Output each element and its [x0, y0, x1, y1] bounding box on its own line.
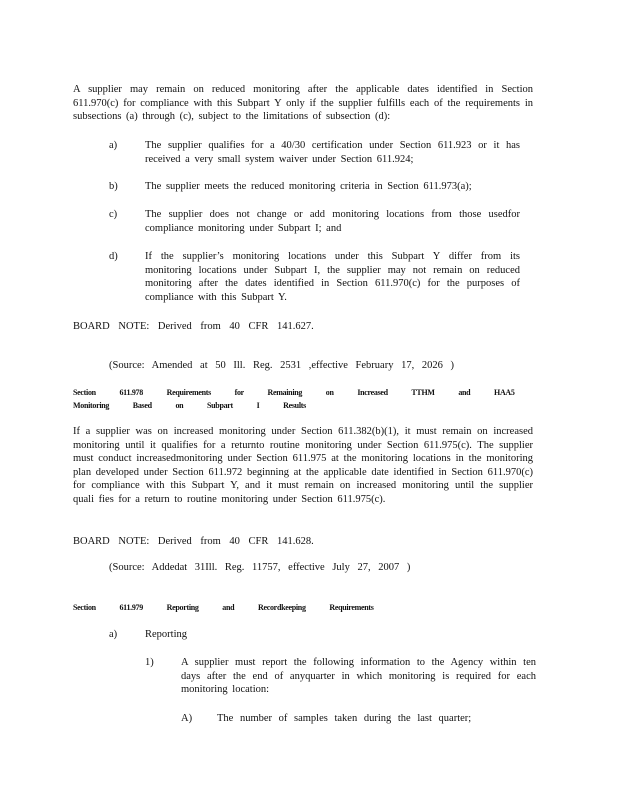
condition-label: b): [109, 181, 118, 192]
condition-text: The supplier meets the reduced monitoring criteria in Section 611.973(a);: [145, 181, 472, 192]
subsection-title: Reporting: [145, 629, 187, 640]
source-note: (Source: Addedat 31Ill. Reg. 11757, effective July 27, 2007 ): [109, 562, 411, 573]
intro-paragraph: A supplier may remain on reduced monitoring after the applicable dates identified in Section 611.970(c) for compliance with this Subpart Y only if the supplier fulfills each of the requirements in subsections (a) through (c), subject to the limitations of subsection (d):: [73, 84, 533, 122]
section-heading-611-978: Section 611.978 Requirements for Remaining on Increased TTHM and HAA5 Monitoring Based on Subpart I Results: [73, 387, 515, 411]
source-note: (Source: Amended at 50 Ill. Reg. 2531 ,effective February 17, 2026 ): [109, 360, 454, 371]
board-note: BOARD NOTE: Derived from 40 CFR 141.627.: [73, 321, 314, 332]
section-978-body: If a supplier was on increased monitoring under Section 611.382(b)(1), it must remain on increased monitoring until it qualifies for a returnto routine monitoring under Section 611.975(c). The supplier must conduct increasedmonitoring under Section 611.975 at the monitoring locations in the monitoring plan developed under Section 611.972 beginning at the applicable date identified in Section 611.970(c) for compliance with this Subpart Y, and it must remain on increased monitoring until the supplier quali fies for a return to routine monitoring under Section 611.975(c).: [73, 426, 533, 505]
subsection-label: a): [109, 629, 118, 640]
subsection-label: A): [181, 713, 193, 724]
condition-text: If the supplier’s monitoring locations under this Subpart Y differ from its monitoring locations under Subpart I, the supplier may not remain on reduced monitoring after the dates identified in Section 611.970(c) for the purposes of compliance with this Subpart Y.: [145, 251, 520, 303]
condition-text: The supplier qualifies for a 40/30 certification under Section 611.923 or it has received a very small system waiver under Section 611.924;: [145, 140, 520, 165]
condition-label: d): [109, 251, 118, 262]
condition-label: a): [109, 140, 118, 151]
subsection-text: The number of samples taken during the last quarter;: [217, 713, 472, 724]
condition-text: The supplier does not change or add monitoring locations from those usedfor compliance monitoring under Subpart I; and: [145, 209, 520, 234]
subsection-a-reporting: [109, 628, 187, 642]
condition-label: c): [109, 209, 118, 220]
section-heading-611-979: Section 611.979 Reporting and Recordkeeping Requirements: [73, 602, 374, 612]
subsection-text: A supplier must report the following information to the Agency within ten days after the end of anyquarter in which monitoring is required for each monitoring location:: [181, 657, 536, 695]
subsection-label: 1): [145, 657, 154, 668]
board-note: BOARD NOTE: Derived from 40 CFR 141.628.: [73, 536, 314, 547]
